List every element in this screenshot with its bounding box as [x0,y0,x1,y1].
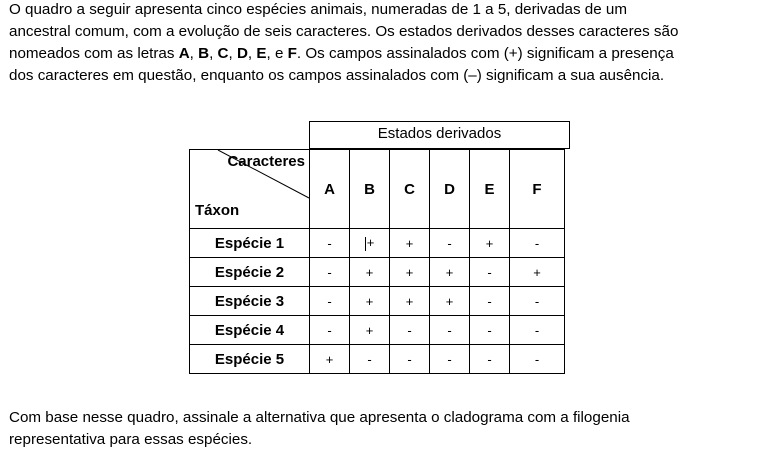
value-cell: + [350,258,390,287]
value-cell: + [350,316,390,345]
value-cell: + [310,345,350,374]
question-line-2: representativa para essas espécies. [9,431,253,448]
table-row [190,229,565,258]
intro-line-4: dos caracteres em questão, enquanto os campos assinalados com (–) significam a sua ausência. [9,67,665,84]
value-cell: + [430,287,470,316]
intro-line-2: ancestral comum, com a evolução de seis caracteres. Os estados derivados desses caracteres são [9,23,679,40]
letter-c: C [217,45,229,62]
taxon-cell: Espécie 2 [190,258,310,287]
column-header-c: C [390,150,430,229]
intro-paragraph: O quadro a seguir apresenta cinco espécies animais, numeradas de 1 a 5, derivadas de um ancestral comum, com a evolução de seis caracteres. Os estados derivados desses caracteres são nomeados com as letras A, B, C, D, E, e F. Os campos assinalados com (+) significam a presença dos caracteres em questão, enquanto os campos assinalados com (–) significam a sua ausência. [9,1,679,84]
value-cell: + [510,258,565,287]
table-row [190,316,565,345]
letter-a: A [178,45,190,62]
table-header-row [190,150,565,229]
letter-e: E [256,45,267,62]
letter-f: F [287,45,297,62]
column-header-e: E [470,150,510,229]
table-row [190,287,565,316]
taxon-cell: Espécie 4 [190,316,310,345]
letter-b: B [198,45,210,62]
question-line-1: Com base nesse quadro, assinale a alternativa que apresenta o cladograma com a filogenia [9,409,630,426]
character-table [189,149,565,374]
corner-header-cell [190,150,310,229]
value-cell: - [470,345,510,374]
text-cursor [365,237,366,251]
value-cell: - [390,316,430,345]
column-header-d: D [430,150,470,229]
value-cell: - [470,316,510,345]
question-paragraph [9,407,753,451]
derived-states-header: Estados derivados [309,121,570,149]
value-cell: - [430,229,470,258]
table-row [190,345,565,374]
characters-label: Caracteres [227,153,305,170]
value-cell-cursor [350,229,390,258]
intro-line-1: O quadro a seguir apresenta cinco espécies animais, numeradas de 1 a 5, derivadas de um [9,1,627,18]
taxon-cell: Espécie 3 [190,287,310,316]
value-cell-text: + [366,235,375,251]
value-cell: - [470,287,510,316]
column-header-f: F [510,150,565,229]
letter-d: D [236,45,248,62]
column-header-b: B [350,150,390,229]
value-cell: - [510,287,565,316]
value-cell: - [430,345,470,374]
intro-line-3-end: . Os campos assinalados com (+) significam a presença [296,45,674,62]
value-cell: - [310,258,350,287]
value-cell: + [390,229,430,258]
value-cell: - [310,316,350,345]
value-cell: - [310,287,350,316]
taxon-cell: Espécie 5 [190,345,310,374]
value-cell: - [310,229,350,258]
value-cell: + [390,287,430,316]
value-cell: + [430,258,470,287]
value-cell: - [510,229,565,258]
value-cell: + [350,287,390,316]
value-cell: + [470,229,510,258]
value-cell: - [350,345,390,374]
value-cell: - [390,345,430,374]
taxon-label: Táxon [195,202,240,219]
value-cell: - [510,316,565,345]
value-cell: + [390,258,430,287]
table-row [190,258,565,287]
taxon-cell: Espécie 1 [190,229,310,258]
column-header-a: A [310,150,350,229]
value-cell: - [430,316,470,345]
intro-line-3-start: nomeados com as letras [9,45,179,62]
value-cell: - [470,258,510,287]
value-cell: - [510,345,565,374]
